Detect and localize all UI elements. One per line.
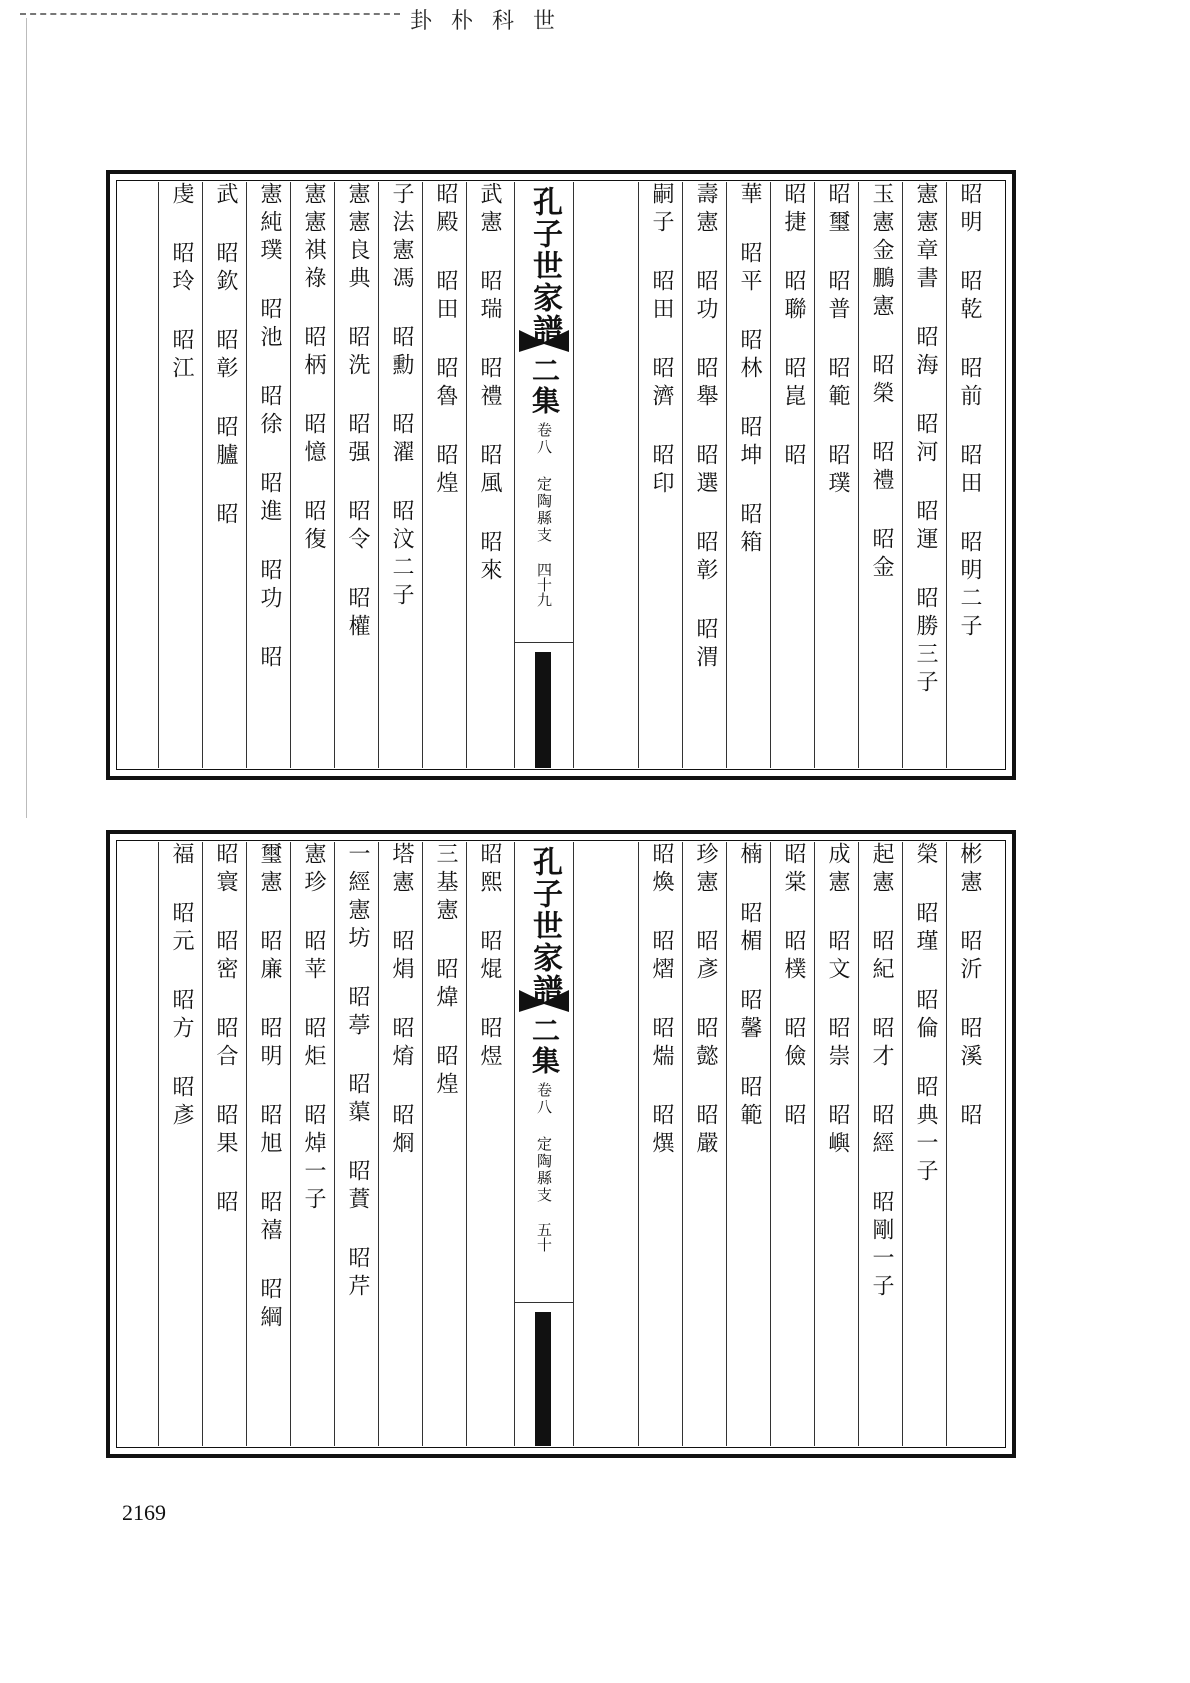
bottom-column-text: 成憲 昭文 昭崇 昭嶼 xyxy=(825,842,850,1159)
top-column-text: 昭捷 昭聯 昭崑 昭 xyxy=(781,182,806,471)
bottom-column-13 xyxy=(290,842,335,1446)
fish-tail-ornament xyxy=(519,330,569,352)
bottom-column-text: 憲珍 昭苹 昭炬 昭焯一子 xyxy=(301,842,326,1215)
top-column-14 xyxy=(246,182,291,768)
bottom-column-text: 三基憲 昭煒 昭煌 xyxy=(433,842,458,1100)
top-page-center-gutter xyxy=(514,182,574,768)
top-column-2 xyxy=(902,182,947,768)
footer-page-number: 2169 xyxy=(122,1500,166,1525)
bottom-column-text: 榮 昭瑾 昭倫 昭典一子 xyxy=(913,842,938,1187)
bottom-column-text: 昭寰 昭密 昭合 昭果 昭 xyxy=(213,842,238,1218)
top-cropped-text: 卦 朴 科 世 xyxy=(410,9,561,34)
bottom-column-4 xyxy=(814,842,859,1446)
top-page-frame xyxy=(106,170,1016,780)
top-column-3 xyxy=(858,182,903,768)
bottom-column-10 xyxy=(422,842,467,1446)
gutter-black-bar xyxy=(535,1312,551,1446)
section-label: 卷八 定陶縣支 xyxy=(535,1082,553,1204)
top-column-12 xyxy=(334,182,379,768)
top-column-11 xyxy=(378,182,423,768)
bottom-column-15 xyxy=(202,842,247,1446)
gutter-rule xyxy=(515,1302,573,1303)
top-dashed-rule xyxy=(20,13,400,15)
top-column-7 xyxy=(682,182,727,768)
top-column-text: 華 昭平 昭林 昭坤 昭箱 xyxy=(737,182,762,558)
bottom-column-11 xyxy=(378,842,423,1446)
top-strip xyxy=(0,0,1190,34)
section-label: 卷八 定陶縣支 xyxy=(535,422,553,544)
top-column-15 xyxy=(202,182,247,768)
top-column-4 xyxy=(814,182,859,768)
bottom-column-5 xyxy=(770,842,815,1446)
bottom-column-text: 起憲 昭紀 昭才 昭經 昭剛一子 xyxy=(869,842,894,1302)
book-title: 孔子世家譜 xyxy=(527,846,562,1006)
top-column-16 xyxy=(158,182,203,768)
gutter-black-bar xyxy=(535,652,551,768)
bottom-column-1 xyxy=(946,842,991,1446)
page-number-bottom: 五十 xyxy=(535,1222,553,1252)
bottom-column-text: 一經憲坊 昭葶 昭蕖 昭蕡 昭芹 xyxy=(345,842,370,1302)
top-column-text: 武 昭欽 昭彰 昭臚 昭 xyxy=(213,182,238,530)
bottom-page-frame xyxy=(106,830,1016,1458)
top-column-text: 憲憲祺祿 昭柄 昭憶 昭復 xyxy=(301,182,326,555)
top-column-1 xyxy=(946,182,991,768)
bottom-column-12 xyxy=(334,842,379,1446)
bottom-column-6 xyxy=(726,842,771,1446)
fish-tail-ornament xyxy=(519,990,569,1012)
bottom-column-2 xyxy=(902,842,947,1446)
volume-label: 二集 xyxy=(528,1016,561,1076)
bottom-column-text: 昭棠 昭樸 昭儉 昭 xyxy=(781,842,806,1131)
top-column-9 xyxy=(466,182,511,768)
top-column-8 xyxy=(638,182,683,768)
bottom-column-text: 璽憲 昭廉 昭明 昭旭 昭禧 昭綱 xyxy=(257,842,282,1333)
bottom-column-text: 珍憲 昭彥 昭懿 昭嚴 xyxy=(693,842,718,1159)
bottom-column-text: 楠 昭楣 昭馨 昭範 xyxy=(737,842,762,1131)
bottom-column-14 xyxy=(246,842,291,1446)
top-column-13 xyxy=(290,182,335,768)
gutter-rule xyxy=(515,642,573,643)
top-column-text: 壽憲 昭功 昭舉 昭選 昭彰 昭渭 xyxy=(693,182,718,673)
top-column-text: 玉憲金鵬憲 昭榮 昭禮 昭金 xyxy=(869,182,894,583)
bottom-column-9 xyxy=(466,842,511,1446)
bottom-column-text: 昭熙 昭焜 昭煜 xyxy=(477,842,502,1072)
bottom-column-text: 昭煥 昭熠 昭煓 昭熼 xyxy=(649,842,674,1159)
bottom-column-8 xyxy=(638,842,683,1446)
top-column-text: 虔 昭玲 昭江 xyxy=(169,182,194,384)
top-column-text: 憲憲章書 昭海 昭河 昭運 昭勝三子 xyxy=(913,182,938,698)
top-column-5 xyxy=(770,182,815,768)
top-column-10 xyxy=(422,182,467,768)
top-column-text: 憲純璞 昭池 昭徐 昭進 昭功 昭 xyxy=(257,182,282,673)
top-column-text: 嗣子 昭田 昭濟 昭印 xyxy=(649,182,674,499)
top-column-text: 子法憲馮 昭勳 昭濯 昭汶二子 xyxy=(389,182,414,611)
top-column-text: 昭明 昭乾 昭前 昭田 昭明二子 xyxy=(957,182,982,642)
top-column-6 xyxy=(726,182,771,768)
top-column-text: 憲憲良典 昭洗 昭强 昭令 昭權 xyxy=(345,182,370,642)
book-title: 孔子世家譜 xyxy=(527,186,562,346)
top-column-text: 昭殿 昭田 昭魯 昭煌 xyxy=(433,182,458,499)
left-margin-rule xyxy=(26,18,27,818)
bottom-column-text: 彬憲 昭沂 昭溪 昭 xyxy=(957,842,982,1131)
bottom-column-text: 塔憲 昭焆 昭焴 昭烱 xyxy=(389,842,414,1159)
top-column-text: 昭璽 昭普 昭範 昭璞 xyxy=(825,182,850,499)
bottom-column-text: 福 昭元 昭方 昭彥 xyxy=(169,842,194,1131)
top-column-text: 武憲 昭瑞 昭禮 昭風 昭來 xyxy=(477,182,502,586)
bottom-page-center-gutter xyxy=(514,842,574,1446)
bottom-column-7 xyxy=(682,842,727,1446)
bottom-column-16 xyxy=(158,842,203,1446)
bottom-column-3 xyxy=(858,842,903,1446)
volume-label: 二集 xyxy=(528,356,561,416)
page-number-top: 四十九 xyxy=(535,562,553,607)
